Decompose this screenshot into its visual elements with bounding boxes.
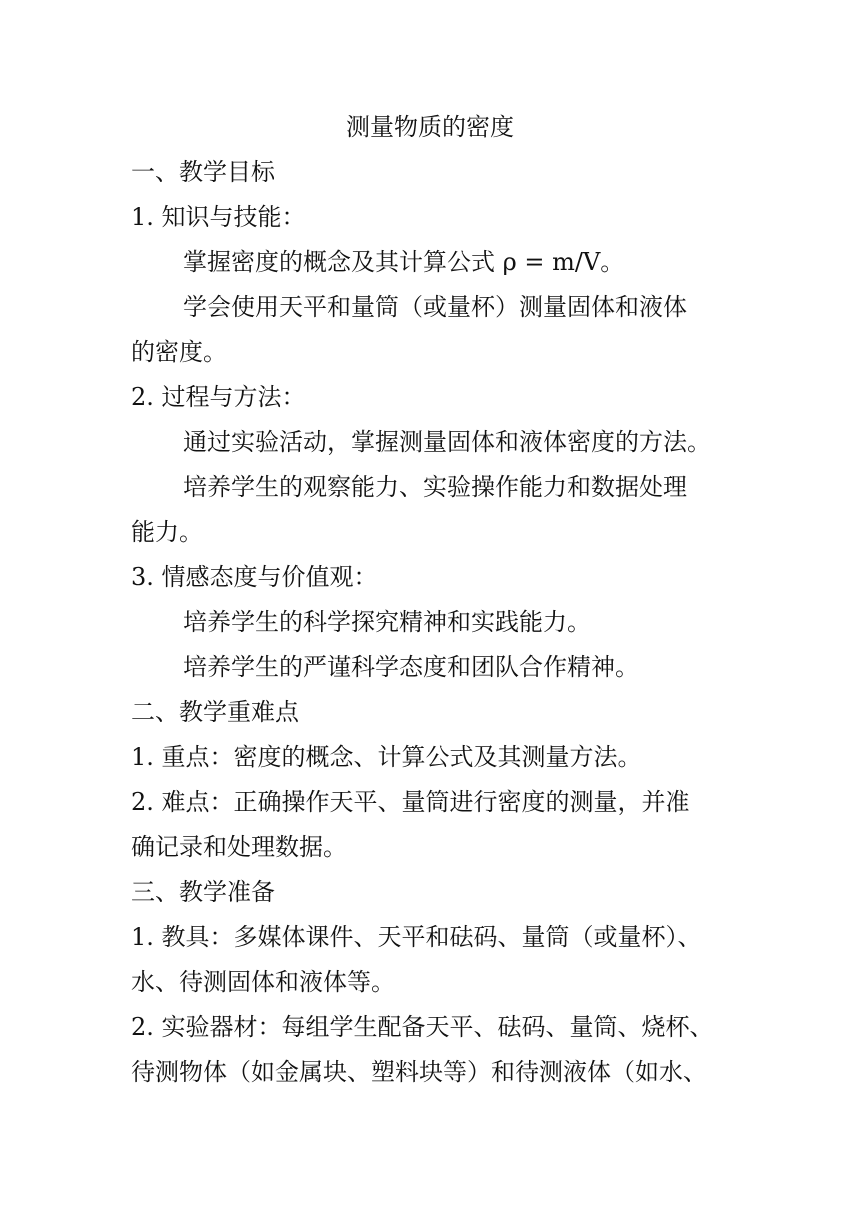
paragraph-line: 通过实验活动，掌握测量固体和液体密度的方法。 (183, 428, 711, 456)
section-heading: 二、教学重难点 (131, 698, 299, 726)
paragraph-line: 2. 难点：正确操作天平、量筒进行密度的测量，并准 (131, 788, 690, 816)
paragraph-line: 水、待测固体和液体等。 (131, 968, 395, 996)
paragraph-line: 确记录和处理数据。 (131, 833, 347, 861)
section-heading: 一、教学目标 (131, 158, 275, 186)
subheading: 1. 知识与技能： (131, 203, 306, 231)
section-heading: 三、教学准备 (131, 878, 275, 906)
paragraph-line: 2. 实验器材：每组学生配备天平、砝码、量筒、烧杯、 (131, 1013, 714, 1041)
document-title: 测量物质的密度 (346, 113, 514, 141)
paragraph-line: 培养学生的科学探究精神和实践能力。 (183, 608, 591, 636)
paragraph-line: 培养学生的观察能力、实验操作能力和数据处理 (183, 473, 687, 501)
paragraph-line: 能力。 (131, 518, 203, 546)
subheading: 2. 过程与方法： (131, 383, 306, 411)
paragraph-line: 1. 教具：多媒体课件、天平和砝码、量筒（或量杯）、 (131, 923, 702, 951)
paragraph-line: 的密度。 (131, 338, 227, 366)
paragraph-line: 待测物体（如金属块、塑料块等）和待测液体（如水、 (131, 1058, 707, 1086)
subheading: 3. 情感态度与价值观： (131, 563, 378, 591)
paragraph-line: 学会使用天平和量筒（或量杯）测量固体和液体 (183, 293, 687, 321)
paragraph-line: 培养学生的严谨科学态度和团队合作精神。 (183, 653, 639, 681)
paragraph-line: 掌握密度的概念及其计算公式 ρ = m/V。 (183, 248, 625, 276)
paragraph-line: 1. 重点：密度的概念、计算公式及其测量方法。 (131, 743, 642, 771)
